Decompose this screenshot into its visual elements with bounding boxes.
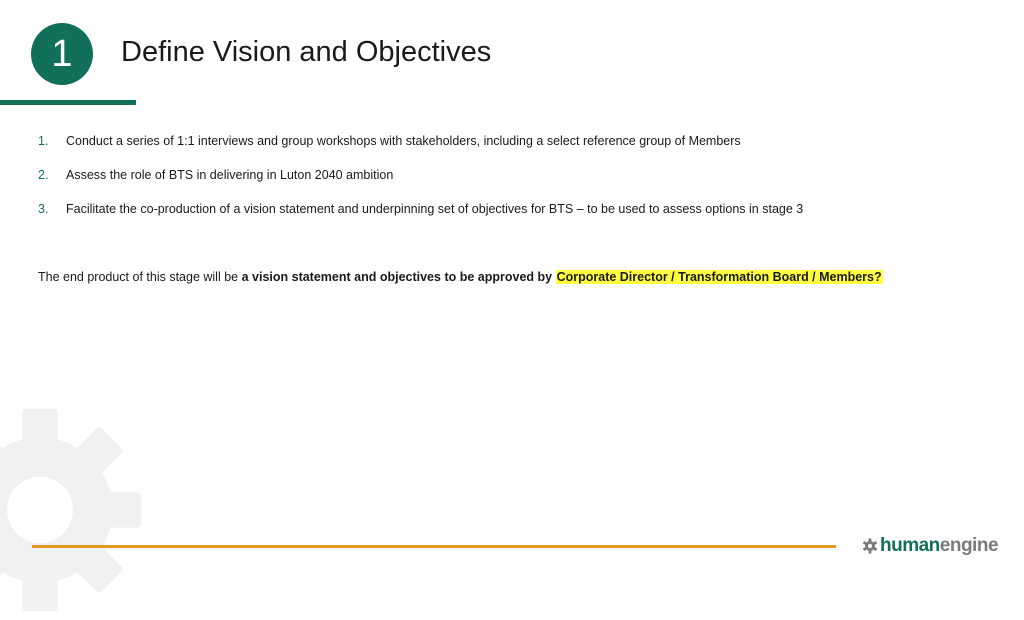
step-list	[38, 133, 998, 235]
step-number-badge: 1	[31, 23, 93, 85]
list-item	[38, 133, 998, 167]
title-underline	[0, 100, 136, 105]
summary-highlight: Corporate Director / Transformation Board / Members?	[556, 270, 882, 284]
list-item-number: 2.	[38, 168, 49, 182]
list-item-text: Assess the role of BTS in delivering in Luton 2040 ambition	[66, 168, 394, 182]
list-item	[38, 201, 998, 235]
list-item-number: 1.	[38, 134, 49, 148]
gear-icon	[862, 538, 878, 554]
list-item-text: Facilitate the co-production of a vision statement and underpinning set of objectives for BTS – to be used to assess options in stage 3	[66, 202, 804, 216]
brand-name-engine: engine	[939, 535, 999, 556]
page-title: Define Vision and Objectives	[121, 36, 492, 68]
list-item-number: 3.	[38, 202, 49, 216]
summary-bold: a vision statement and objectives to be approved by	[241, 270, 556, 284]
summary-intro: The end product of this stage will be	[38, 270, 242, 284]
gear-watermark-icon	[0, 400, 150, 620]
footer-rule	[32, 545, 836, 548]
brand-name-human: human	[880, 535, 940, 556]
summary-statement	[38, 269, 883, 285]
brand-logo	[862, 535, 998, 557]
list-item-text: Conduct a series of 1:1 interviews and group workshops with stakeholders, including a select reference group of Members	[66, 134, 741, 148]
list-item	[38, 167, 998, 201]
